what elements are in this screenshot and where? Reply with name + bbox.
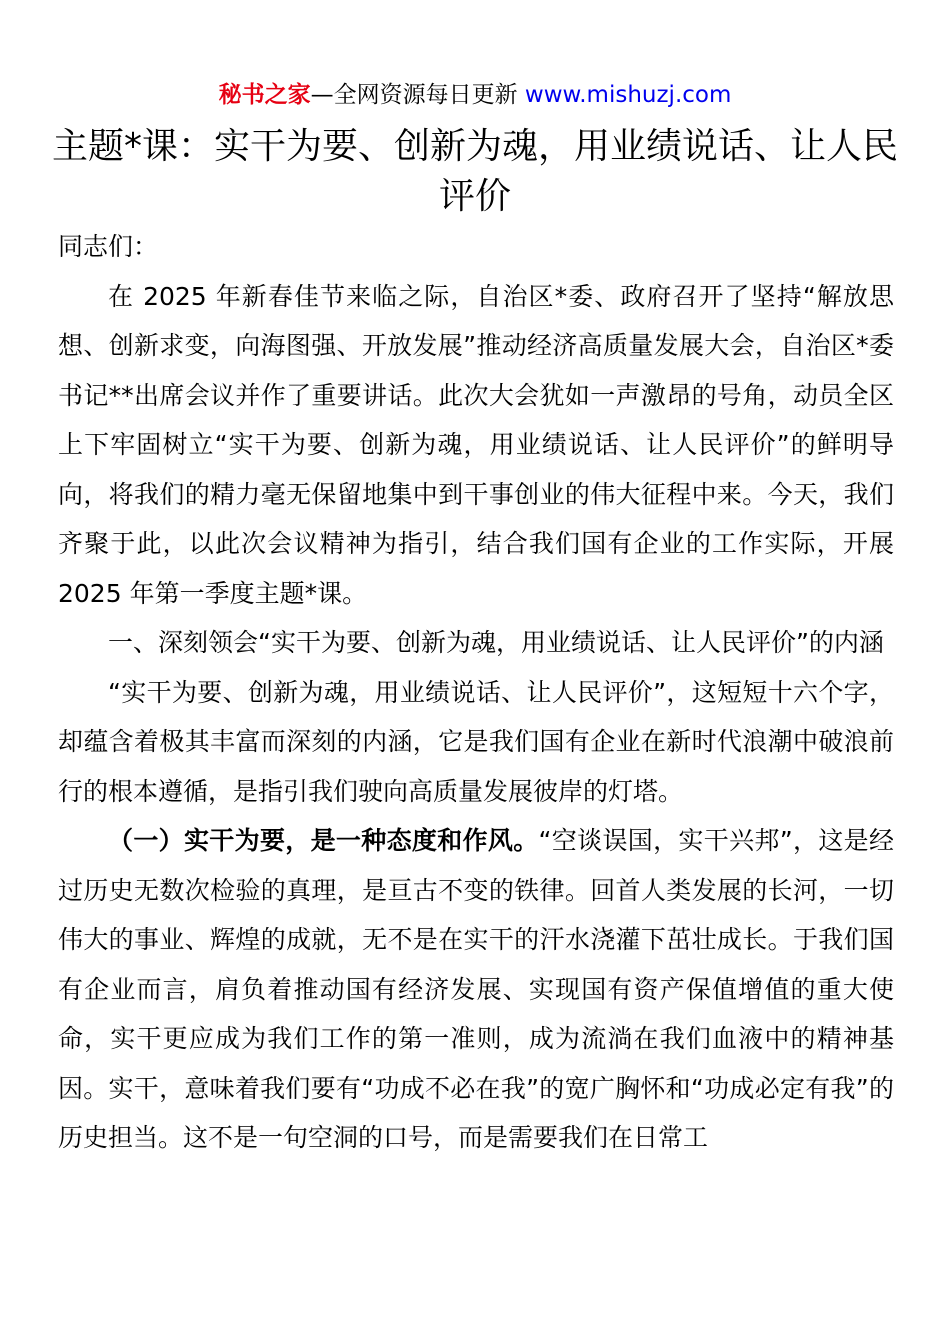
salutation: 同志们： (58, 232, 159, 261)
site-url-link[interactable]: www.mishuzj.com (524, 82, 732, 108)
site-banner (0, 78, 950, 112)
paragraph-connotation: “实干为要、创新为魂，用业绩说话、让人民评价”，这短短十六个字，却蕴含着极其丰富而深刻的内涵，它是我们国有企业在新时代浪潮中破浪前行的根本遵循，是指引我们驶向高质量发展彼岸的灯塔。 (58, 677, 894, 806)
subsection-text-1: “空谈误国，实干兴邦”，这是经过历史无数次检验的真理，是亘古不变的铁律。回首人类发展的长河，一切伟大的事业、辉煌的成就，无不是在实干的汗水浇灌下茁壮成长。于我们国有企业而言，肩负着推动国有经济发展、实现国有资产保值增值的重大使命，实干更应成为我们工作的第一准则，成为流淌在我们血液中的精神基因。实干，意味着我们要有“功成不必在我”的宽广胸怀和“功成必定有我”的历史担当。这不是一句空洞的口号，而是需要我们在日常工 (58, 826, 894, 1152)
site-tagline: —全网资源每日更新 (310, 82, 525, 108)
paragraph-section1 (58, 816, 894, 1163)
paragraph-intro: 在 2025 年新春佳节来临之际，自治区*委、政府召开了坚持“解放思想、创新求变，向海图强、开放发展”推动经济高质量发展大会，自治区*委书记**出席会议并作了重要讲话。此次大会犹如一声激昂的号角，动员全区上下牢固树立“实干为要、创新为魂，用业绩说话、让人民评价”的鲜明导向，将我们的精力毫无保留地集中到干事创业的伟大征程中来。今天，我们齐聚于此，以此次会议精神为指引，结合我们国有企业的工作实际，开展 2025 年第一季度主题*课。 (58, 281, 894, 608)
document-title: 主题*课：实干为要、创新为魂，用业绩说话、让人民评价 (51, 126, 898, 217)
section-heading-1: 一、深刻领会“实干为要、创新为魂，用业绩说话、让人民评价”的内涵 (108, 628, 884, 657)
subsection-heading-1: （一）实干为要，是一种态度和作风。 (108, 826, 539, 855)
site-name: 秘书之家 (218, 82, 311, 108)
document-body (58, 222, 894, 1163)
